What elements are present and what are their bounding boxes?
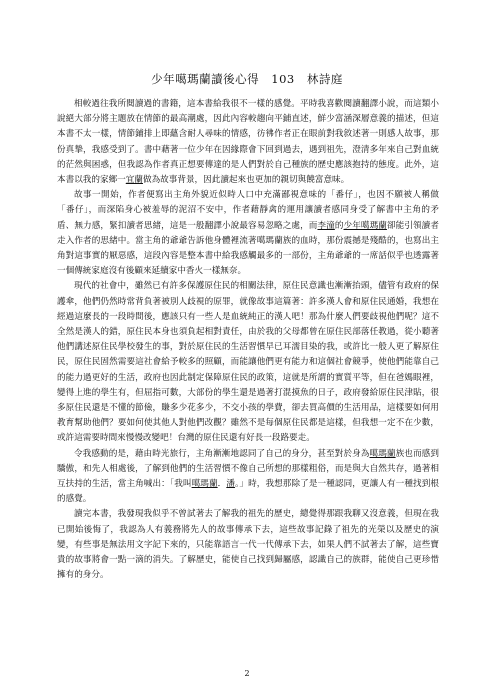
- paragraph-4: [57, 447, 439, 508]
- author-name: 林詩庭: [306, 72, 343, 86]
- underlined-term: 少年噶瑪蘭: [343, 220, 387, 231]
- underlined-term: 噶瑪蘭: [369, 448, 396, 459]
- title-line: [0, 71, 494, 87]
- underlined-term: 噶瑪蘭: [191, 479, 218, 490]
- text-run: 讀完本書，我發現我似乎不曾試著去了解我的祖先的歷史，總覺得那跟我聊又沒意義，但現在我已開始後悔了，我認為人有義務將先人的故事傳承下去，這些故事記錄了祖先的光榮以及歷史的演變，有些事是無法用文字記下來的，只能靠語言一代一代傳承下去，如果人們不試著去了解，這些寶貴的故事將會一點一滴的消失。了解歷史，能使自己找到歸屬感，認識自己的族群，能使自己更珍惜擁有的身分。: [57, 509, 439, 581]
- underlined-term: 潘: [226, 479, 236, 490]
- text-run: 做為故事背景，因此讀起來也更加的親切與饒富意味。: [142, 175, 350, 186]
- text-run: 的: [334, 220, 344, 231]
- paragraph-1: [57, 97, 439, 188]
- paragraph-5: [57, 507, 439, 583]
- class-number: 103: [271, 72, 295, 86]
- essay-body: [57, 97, 439, 584]
- page-number: 2: [244, 669, 250, 678]
- paragraph-2: [57, 188, 439, 279]
- underlined-term: 宜蘭: [125, 175, 143, 186]
- text-run: 族也而感到驕傲，和先人相處後，了解到他們的生活習慣不像自己所想的那樣粗俗，而是與大自然共存，過著相互扶持的生活，當主角喊出：「我叫: [57, 448, 439, 490]
- text-run: 令我感動的是，藉由時光旅行，主角漸漸地認同了自己的身分，甚至對於身為: [74, 448, 370, 459]
- text-run: 現代的社會中，雖然已有許多保護原住民的相關法律，原住民意識也漸漸抬頭，儘管有政府的保護傘，他們仍然時常背負著被別人歧視的原罪，就像故事這篇著：許多漢人會和原住民通婚，我想在經過這麼長的一段時間後，應該只有一些人是血統純正的漢人吧！那為什麼人們要歧視他們呢？這不全然是漢人的錯，原住民本身也須負起相對責任，由於我的父母都曾在原住民部落任教過，從小聽著他們講述原住民學校發生的事，對於原住民的生活習慣早已耳濡目染的我，或許比一般人更了解原住民，原住民固然需要這社會給予較多的照顧，而能讓他們更有能力和這個社會競爭，使他們能靠自己的能力過更好的生活，政府也因此制定保障原住民的政策，這就是所謂的實質平等，但在爸媽眼裡，變得上進的學生有，但屈指可數，大部份的學生還是過著打混摸魚的日子，政府發給原住民津貼，很多原住民還是不懂的節儉，賺多少花多少，不交小孩的學費，卻去買高價的生活用品，這樣要如何用教育幫助他們？要如何使其他人對他們改觀？雖然不是每個原住民都是這樣，但我想一定不在少數，或許這需要時間來慢慢改變吧！台灣的原住民還有好長一段路要走。: [57, 281, 439, 444]
- underlined-term: 李潼: [317, 220, 335, 231]
- text-run: 卻能引領讀者走入作者的思緒中。當主角的爺爺告訴他身體裡流著噶瑪蘭族的血時，那份震撼是殘酷的，也寫出主角對這事實的厭惡感，這段內容是整本書中給我感觸最多的一部份，主角爺爺的一席話似乎也透露著一個傳統家庭沒有後顧來延續家中香火一樣無奈。: [57, 220, 439, 277]
- text-run: 相較過往我所閱讀過的書籍，這本書給我很不一樣的感覺。平時我喜歡閱讀翻譯小說，而這類小說絕大部分將主題放在情節的最高潮處，因此內容較趨向平鋪直述，鮮少富涵深層意義的描述，但這本書不太一樣，情節鋪排上即蘊含耐人尋味的情感，彷彿作者正在眼前對我敘述著一則感人故事，那份真摯，我感受到了。書中藉著一位少年在因緣際會下回到過去，遇到祖先，澄清多年來自己對血統的茫然與困惑，但我認為作者真正想要傳達的是人們對於自己種族的歷史應該抱持的態度。此外，這本書以我的家鄉一: [57, 99, 439, 186]
- essay-title: 少年噶瑪蘭讀後心得: [151, 72, 260, 86]
- text-run: 。」時，我想那除了是一種認同，更讓人有一種找到根的感覺。: [57, 479, 439, 505]
- paragraph-3: [57, 279, 439, 446]
- text-run: ．: [217, 479, 227, 490]
- text-run: 故事一開始，作者便寫出主角外貌近似時人口中充滿鄙視意味的「番仔」，也因不願被人稱做「番仔」，而深陷身心被羞辱的泥沼不安中，作者藉靜禽的運用讓讀者感同身受了解書中主角的矛盾、無力感，緊扣讀者思緒，這是一般翻譯小說最容易忽略之處，而: [57, 190, 439, 231]
